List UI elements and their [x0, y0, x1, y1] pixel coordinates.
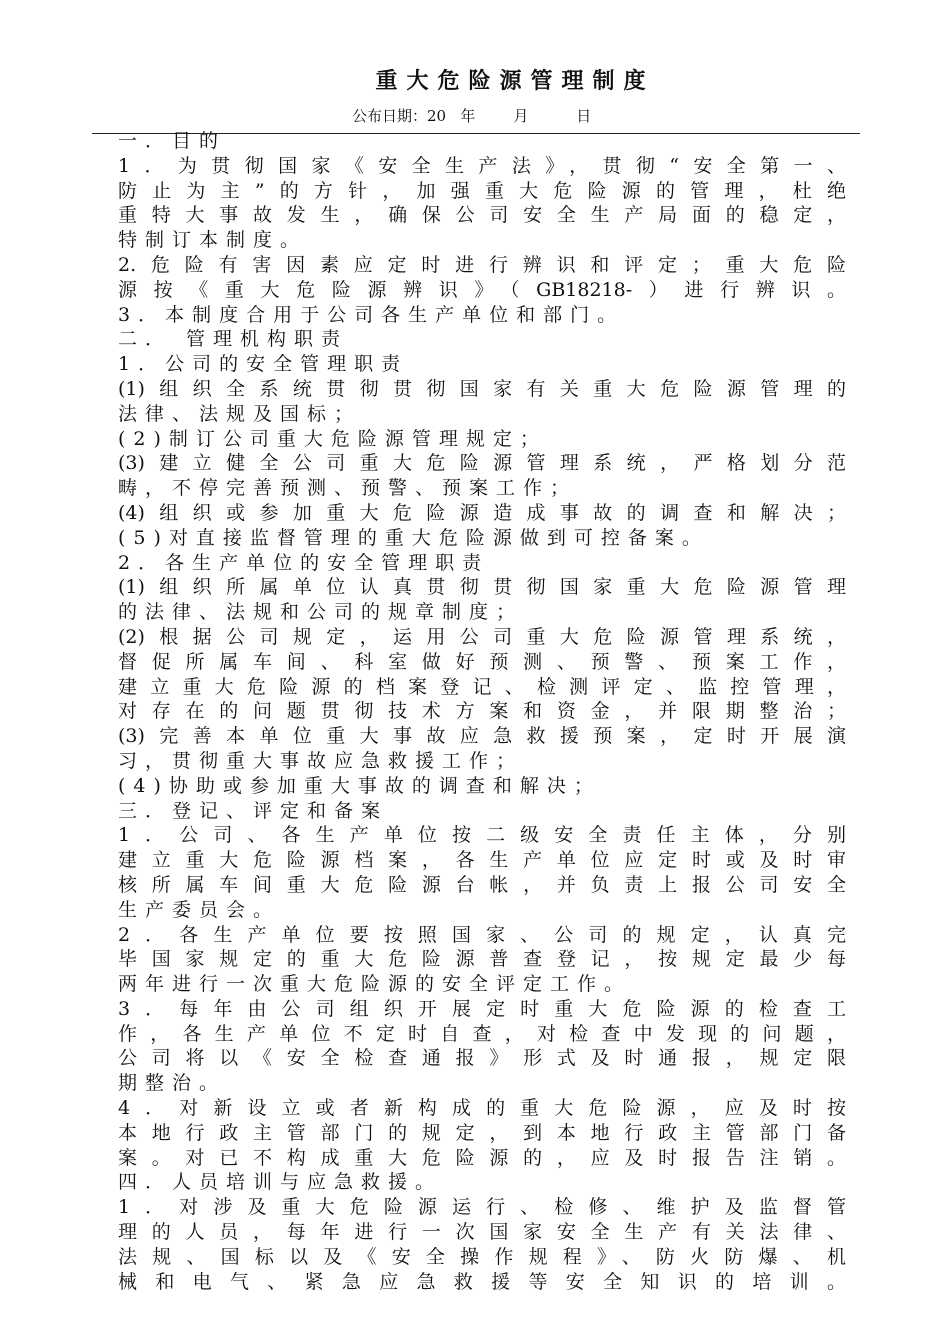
body-line: (1)组织全系统贯彻贯彻国家有关重大危险源管理的	[118, 377, 846, 400]
body-line: 2.危险有害因素应定时进行辨识和评定；重大危险	[118, 253, 846, 276]
body-line: 核所属车间重大危险源台帐，并负责上报公司安全	[118, 873, 846, 896]
body-line: 2．各生产单位的安全管理职责	[118, 551, 490, 574]
body-line: 源按《重大危险源辨识》（GB18218-）进行辨识。	[118, 278, 846, 301]
body-line: 理的人员，每年进行一次国家安全生产有关法律、	[118, 1221, 846, 1244]
body-line: 案。对已不构成重大危险源的，应及时报告注销。	[118, 1146, 846, 1169]
body-line: 1．为贯彻国家《安全生产法》，贯彻“安全第一、	[118, 154, 846, 177]
body-line: (4)组织或参加重大危险源造成事故的调查和解决；	[118, 501, 846, 524]
body-line: 4．对新设立或者新构成的重大危险源，应及时按	[118, 1097, 846, 1120]
body-line: 公司将以《安全检查通报》形式及时通报，规定限	[118, 1047, 846, 1070]
body-line: 督促所属车间、科室做好预测、预警、预案工作，	[118, 650, 846, 673]
body-line: 生产委员会。	[118, 898, 281, 921]
body-line: 重特大事故发生，确保公司安全生产局面的稳定，	[118, 204, 846, 227]
body-line: 的法律、法规和公司的规章制度；	[118, 601, 524, 624]
body-line: 习，贯彻重大事故应急救援工作；	[118, 749, 524, 772]
body-line: 1．公司的安全管理职责	[118, 353, 409, 376]
body-line: 作，各生产单位不定时自查，对检查中发现的问题，	[118, 1022, 846, 1045]
body-line: 3．每年由公司组织开展定时重大危险源的检查工	[118, 997, 846, 1020]
body-line: 械和电气、紧急应急救援等安全知识的培训。	[118, 1270, 846, 1293]
body-line: 法律、法规及国标；	[118, 402, 362, 425]
document-body	[118, 129, 878, 1294]
body-line: (3)完善本单位重大事故应急救援预案，定时开展演	[118, 725, 846, 748]
body-line: (1)组织所属单位认真贯彻贯彻国家重大危险源管理	[118, 576, 846, 599]
body-line: (2)制订公司重大危险源管理规定；	[118, 427, 547, 450]
body-line: 二． 管理机构职责	[118, 328, 349, 351]
body-line: 特制订本制度。	[118, 229, 308, 252]
body-line: (5)对直接监督管理的重大危险源做到可控备案。	[118, 526, 709, 549]
body-line: 本地行政主管部门的规定，到本地行政主管部门备	[118, 1121, 846, 1144]
document-title: 重大危险源管理制度	[375, 68, 655, 94]
body-line: 三．登记、评定和备案	[118, 799, 389, 822]
body-line: 1．公司、各生产单位按二级安全责任主体，分别	[118, 824, 846, 847]
body-line: 3．本制度合用于公司各生产单位和部门。	[118, 303, 625, 326]
body-line: 1．对涉及重大危险源运行、检修、维护及监督管	[118, 1196, 846, 1219]
body-line: 法规、国标以及《安全操作规程》、防火防爆、机	[118, 1245, 846, 1268]
body-line: 期整治。	[118, 1072, 227, 1095]
body-line: 建立重大危险源的档案登记、检测评定、监控管理，	[118, 675, 846, 698]
body-line: (3)建立健全公司重大危险源管理系统，严格划分范	[118, 452, 846, 475]
body-line: 对存在的问题贯彻技术方案和资金，并限期整治；	[118, 700, 846, 723]
body-line: 毕国家规定的重大危险源普查登记，按规定最少每	[118, 948, 846, 971]
body-line: 一．目的	[118, 130, 227, 152]
body-line: (2)根据公司规定，运用公司重大危险源管理系统，	[118, 625, 846, 648]
body-line: 两年进行一次重大危险源的安全评定工作。	[118, 973, 632, 996]
body-line: 2．各生产单位要按照国家、公司的规定，认真完	[118, 923, 846, 946]
body-line: 防止为主”的方针，加强重大危险源的管理，杜绝	[118, 179, 846, 202]
body-line: 四．人员培训与应急救援。	[118, 1171, 443, 1194]
publish-date-line: 公布日期：20 年 月 日	[352, 107, 592, 125]
body-line: 建立重大危险源档案，各生产单位应定时或及时审	[118, 849, 846, 872]
body-line: (4)协助或参加重大事故的调查和解决；	[118, 774, 601, 797]
body-line: 畴，不停完善预测、预警、预案工作；	[118, 477, 578, 500]
